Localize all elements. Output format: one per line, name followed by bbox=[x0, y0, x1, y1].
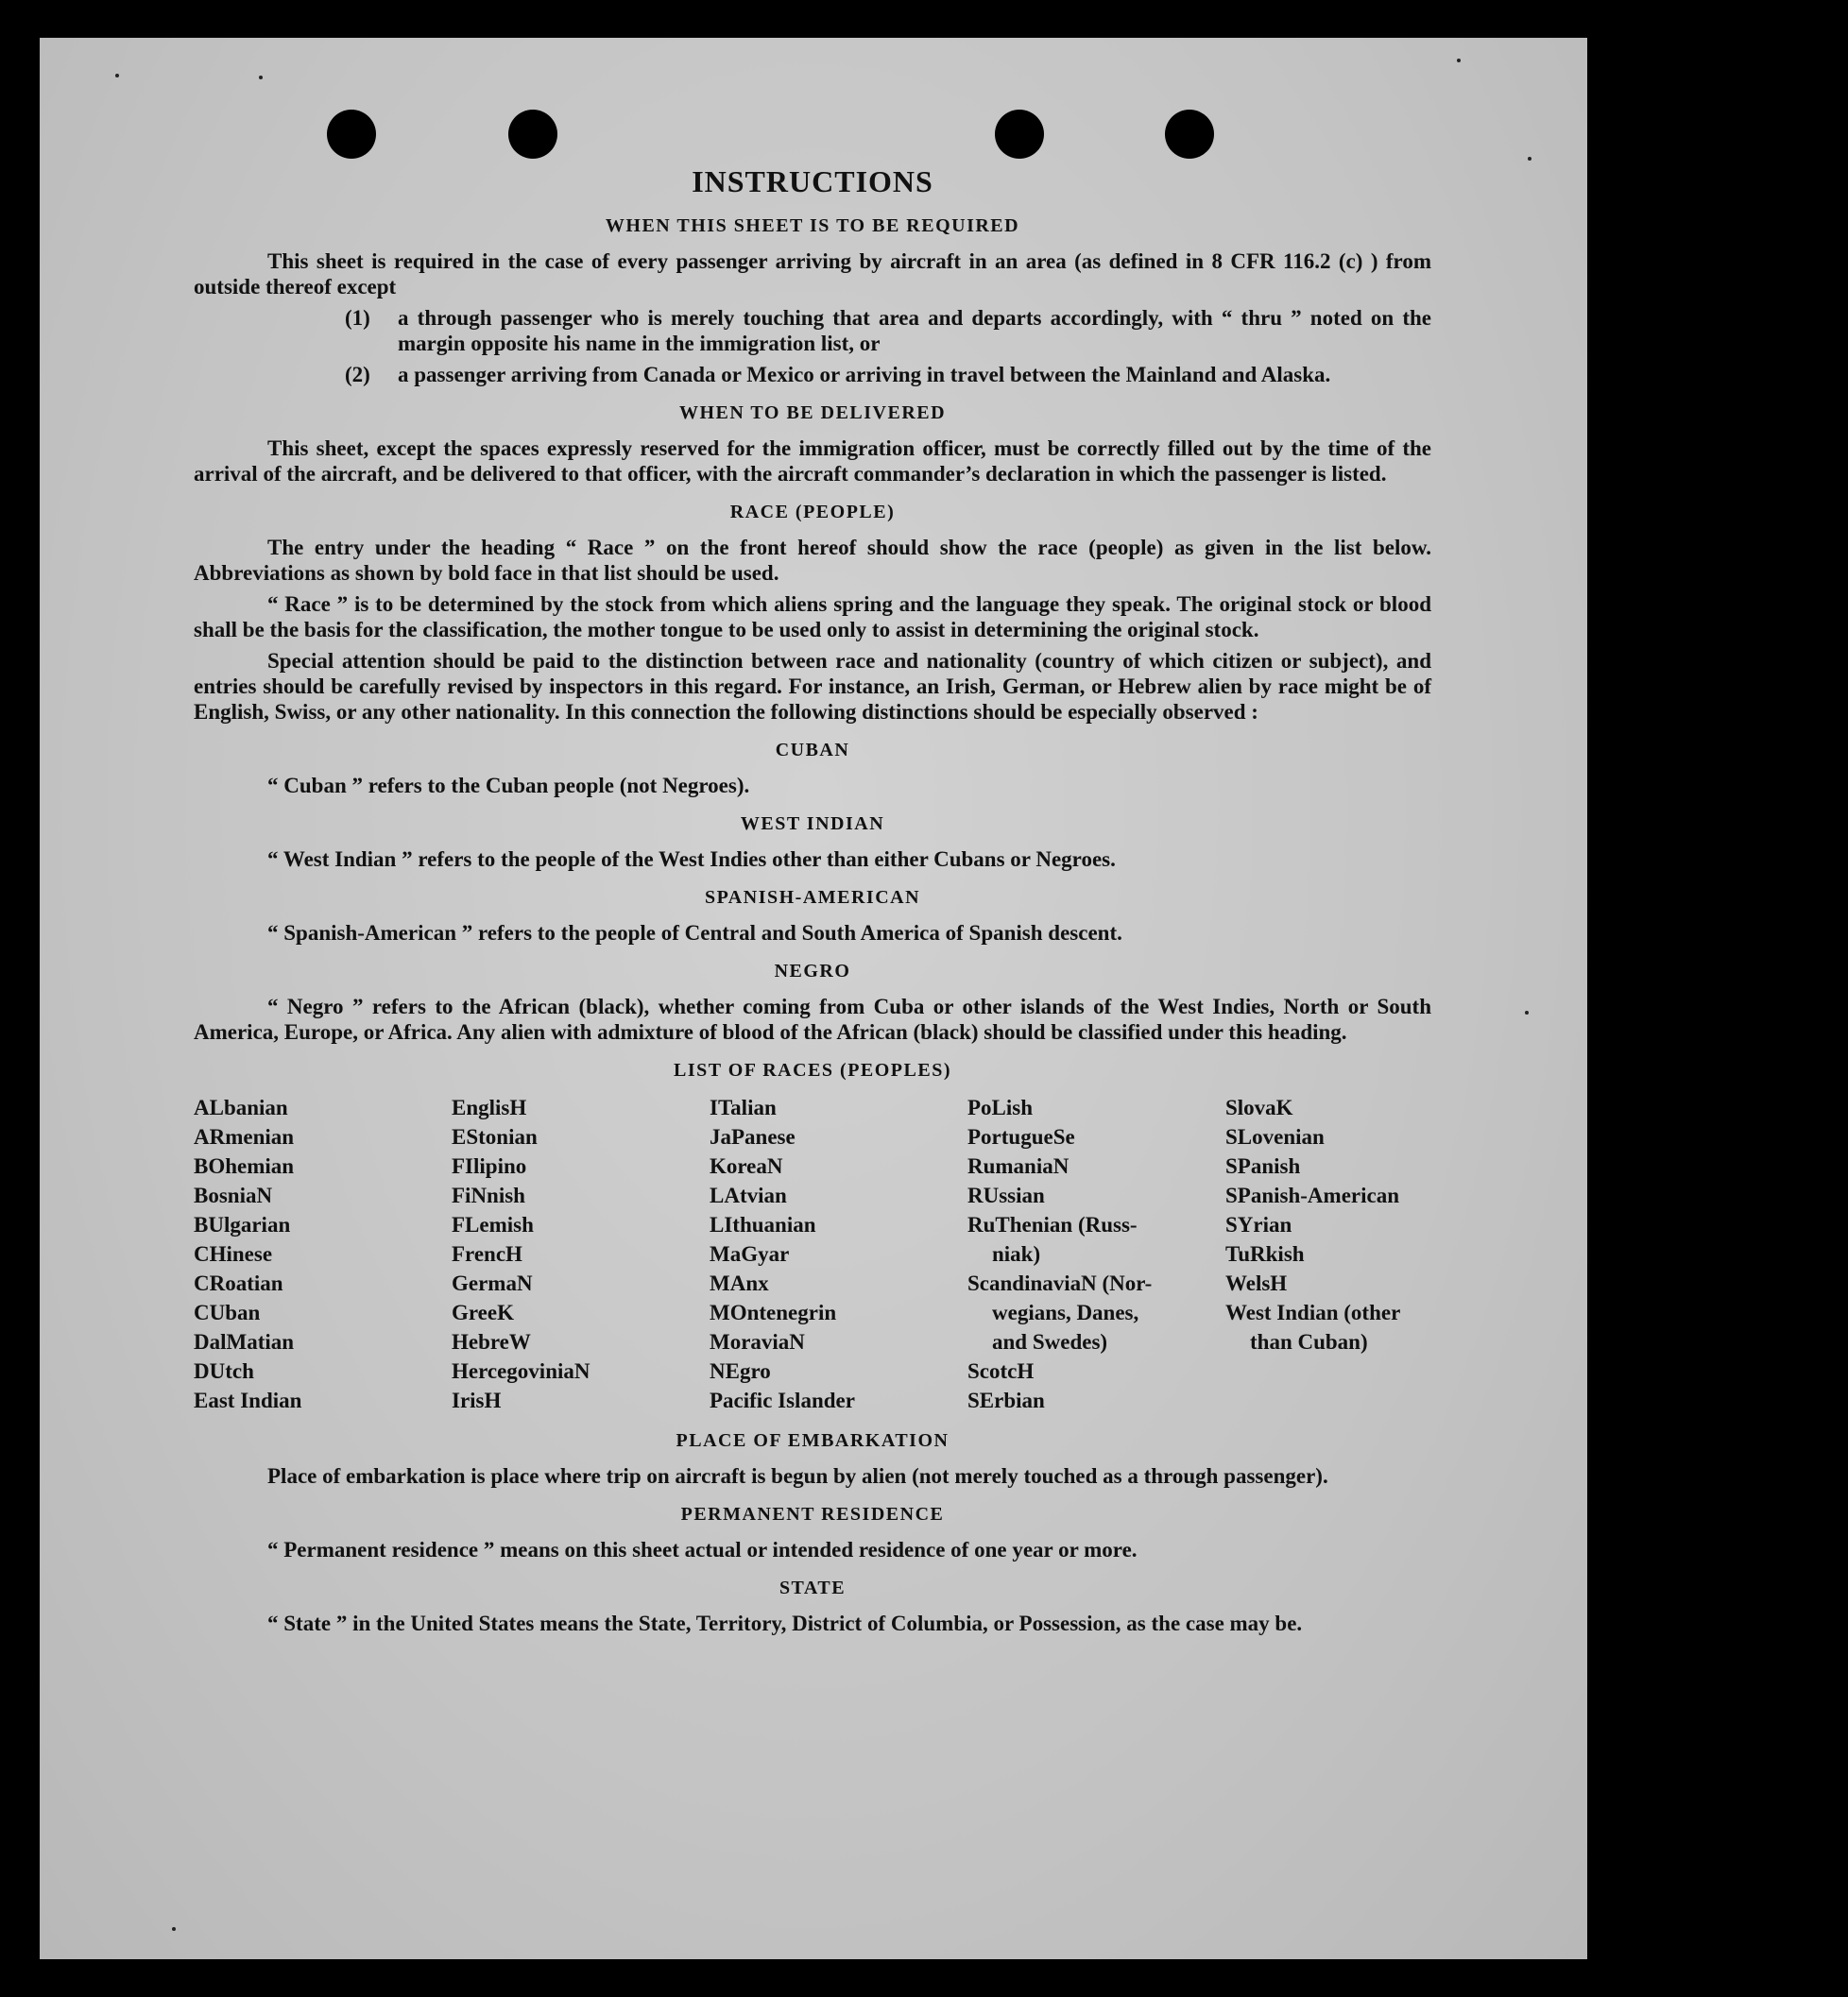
race-column bbox=[452, 1093, 710, 1415]
race-entry: ScotcH bbox=[967, 1359, 1035, 1383]
race-entry: MoraviaN bbox=[710, 1330, 805, 1354]
negro-text: “ Negro ” refers to the African (black), whether coming from Cuba or other islands of the West Indies, North or South America, Europe, or Africa. Any alien with admixture of blood of the African (black) should be classified under this heading. bbox=[194, 995, 1431, 1044]
race-column bbox=[194, 1093, 452, 1415]
punch-hole bbox=[1165, 110, 1214, 159]
race-column bbox=[710, 1093, 967, 1415]
race-entry: ALbanian bbox=[194, 1096, 288, 1119]
race-entry: BOhemian bbox=[194, 1154, 295, 1178]
race-entry: PortugueSe bbox=[967, 1125, 1075, 1149]
race-entry: MaGyar bbox=[710, 1242, 790, 1266]
race-entry: GermaN bbox=[452, 1272, 533, 1295]
race-entry: SlovaK bbox=[1225, 1096, 1293, 1119]
race-entry: GreeK bbox=[452, 1301, 514, 1324]
race-entry: NEgro bbox=[710, 1359, 771, 1383]
item-number: (1) bbox=[345, 306, 370, 330]
speck bbox=[172, 1927, 176, 1931]
race-paragraph-2: “ Race ” is to be determined by the stock from which aliens spring and the language they speak. The original stock or blood shall be the basis for the classification, the mother tongue to be used only to assist in determining the original stock. bbox=[194, 592, 1431, 641]
race-entry: BosniaN bbox=[194, 1184, 273, 1207]
when-required-intro: This sheet is required in the case of every passenger arriving by aircraft in an area (as defined in 8 CFR 116.2 (c) ) from outside thereof except bbox=[194, 249, 1431, 299]
race-entry: HebreW bbox=[452, 1330, 531, 1354]
item-text: a passenger arriving from Canada or Mexico or arriving in travel between the Mainland and Alaska. bbox=[398, 363, 1331, 386]
race-entry: SLovenian bbox=[1225, 1125, 1325, 1149]
state-text: “ State ” in the United States means the State, Territory, District of Columbia, or Possession, as the case may be. bbox=[267, 1612, 1303, 1635]
heading-state: STATE bbox=[779, 1578, 847, 1598]
race-entry: West Indian (other bbox=[1225, 1301, 1401, 1324]
race-paragraph-1: The entry under the heading “ Race ” on the front hereof should show the race (people) as given in the list below. Abbreviations as shown by bold face in that list should be used. bbox=[194, 536, 1431, 585]
race-entry: DalMatian bbox=[194, 1330, 295, 1354]
when-delivered-text: This sheet, except the spaces expressly reserved for the immigration officer, must be correctly filled out by the time of the arrival of the aircraft, and be delivered to that officer, with the aircraft commander’s declaration in which the passenger is listed. bbox=[194, 436, 1431, 486]
race-entry: ARmenian bbox=[194, 1125, 295, 1149]
heading-list-of-races: LIST OF RACES (PEOPLES) bbox=[673, 1060, 951, 1081]
heading-when-delivered: WHEN TO BE DELIVERED bbox=[678, 402, 947, 423]
race-entry: WelsH bbox=[1225, 1272, 1288, 1295]
race-paragraph-3: Special attention should be paid to the distinction between race and nationality (country of which citizen or subject), and entries should be carefully revised by inspectors in this regard. For instance, an Irish, German, or Hebrew alien by race might be of English, Swiss, or any other nationality. In this connection the following distinctions should be especially observed : bbox=[194, 649, 1431, 724]
race-entry: FIlipino bbox=[452, 1154, 527, 1178]
race-entry-continued: niak) bbox=[992, 1242, 1041, 1266]
race-entry-continued: than Cuban) bbox=[1250, 1330, 1368, 1354]
race-entry: ScandinaviaN (Nor- bbox=[967, 1272, 1153, 1295]
page-title: INSTRUCTIONS bbox=[692, 164, 933, 198]
race-entry: IrisH bbox=[452, 1389, 502, 1412]
race-entry: BUlgarian bbox=[194, 1213, 291, 1237]
race-entry: FiNnish bbox=[452, 1184, 525, 1207]
spanish-american-text: “ Spanish-American ” refers to the people of Central and South America of Spanish descent. bbox=[267, 921, 1122, 945]
race-entry: PoLish bbox=[967, 1096, 1034, 1119]
item-text: a through passenger who is merely touching that area and departs accordingly, with “ thru ” noted on the margin opposite his name in the immigration list, or bbox=[398, 306, 1431, 355]
heading-west-indian: WEST INDIAN bbox=[740, 813, 885, 834]
race-entry-continued: and Swedes) bbox=[992, 1330, 1108, 1354]
exception-item bbox=[345, 362, 1431, 387]
speck bbox=[1528, 157, 1531, 161]
heading-negro: NEGRO bbox=[774, 961, 851, 981]
item-number: (2) bbox=[345, 363, 370, 386]
race-entry: CRoatian bbox=[194, 1272, 283, 1295]
race-entry: LIthuanian bbox=[710, 1213, 816, 1237]
race-entry: East Indian bbox=[194, 1389, 302, 1412]
race-entry: LAtvian bbox=[710, 1184, 787, 1207]
race-entry: DUtch bbox=[194, 1359, 254, 1383]
west-indian-text: “ West Indian ” refers to the people of the West Indies other than either Cubans or Negroes. bbox=[267, 847, 1116, 871]
heading-residence: PERMANENT RESIDENCE bbox=[680, 1504, 945, 1525]
heading-spanish-american: SPANISH-AMERICAN bbox=[704, 887, 921, 908]
race-entry: JaPanese bbox=[710, 1125, 796, 1149]
race-entry: EStonian bbox=[452, 1125, 538, 1149]
race-column bbox=[967, 1093, 1225, 1415]
speck bbox=[1525, 1011, 1529, 1015]
race-column bbox=[1225, 1093, 1431, 1415]
race-entry-continued: wegians, Danes, bbox=[992, 1301, 1139, 1324]
race-entry: RumaniaN bbox=[967, 1154, 1069, 1178]
race-entry: SYrian bbox=[1225, 1213, 1292, 1237]
residence-text: “ Permanent residence ” means on this sheet actual or intended residence of one year or more. bbox=[267, 1538, 1138, 1562]
heading-embarkation: PLACE OF EMBARKATION bbox=[676, 1430, 950, 1451]
heading-when-required: WHEN THIS SHEET IS TO BE REQUIRED bbox=[605, 215, 1020, 236]
embarkation-text: Place of embarkation is place where trip on aircraft is begun by alien (not merely touched as a through passenger). bbox=[267, 1464, 1328, 1488]
race-entry: HercegoviniaN bbox=[452, 1359, 590, 1383]
punch-hole bbox=[995, 110, 1044, 159]
race-entry: FLemish bbox=[452, 1213, 534, 1237]
heading-cuban: CUBAN bbox=[775, 740, 850, 760]
race-list bbox=[194, 1093, 1431, 1415]
punch-hole bbox=[508, 110, 557, 159]
race-entry: TuRkish bbox=[1225, 1242, 1305, 1266]
speck bbox=[1457, 59, 1461, 62]
race-entry: SErbian bbox=[967, 1389, 1045, 1412]
punch-hole bbox=[327, 110, 376, 159]
race-entry: ITalian bbox=[710, 1096, 777, 1119]
cuban-text: “ Cuban ” refers to the Cuban people (not Negroes). bbox=[267, 774, 750, 797]
race-entry: EnglisH bbox=[452, 1096, 527, 1119]
exception-item bbox=[345, 305, 1431, 356]
race-entry: KoreaN bbox=[710, 1154, 783, 1178]
race-entry: CUban bbox=[194, 1301, 261, 1324]
race-entry: RuThenian (Russ- bbox=[967, 1213, 1138, 1237]
race-entry: CHinese bbox=[194, 1242, 273, 1266]
race-entry: FrencH bbox=[452, 1242, 522, 1266]
race-entry: MOntenegrin bbox=[710, 1301, 837, 1324]
heading-race: RACE (PEOPLE) bbox=[729, 502, 896, 522]
instructions-body bbox=[194, 161, 1431, 1642]
race-entry: MAnx bbox=[710, 1272, 769, 1295]
race-entry: Pacific Islander bbox=[710, 1389, 855, 1412]
race-entry: SPanish bbox=[1225, 1154, 1301, 1178]
race-entry: RUssian bbox=[967, 1184, 1045, 1207]
speck bbox=[259, 76, 263, 79]
race-entry: SPanish-American bbox=[1225, 1184, 1399, 1207]
speck bbox=[115, 74, 119, 77]
